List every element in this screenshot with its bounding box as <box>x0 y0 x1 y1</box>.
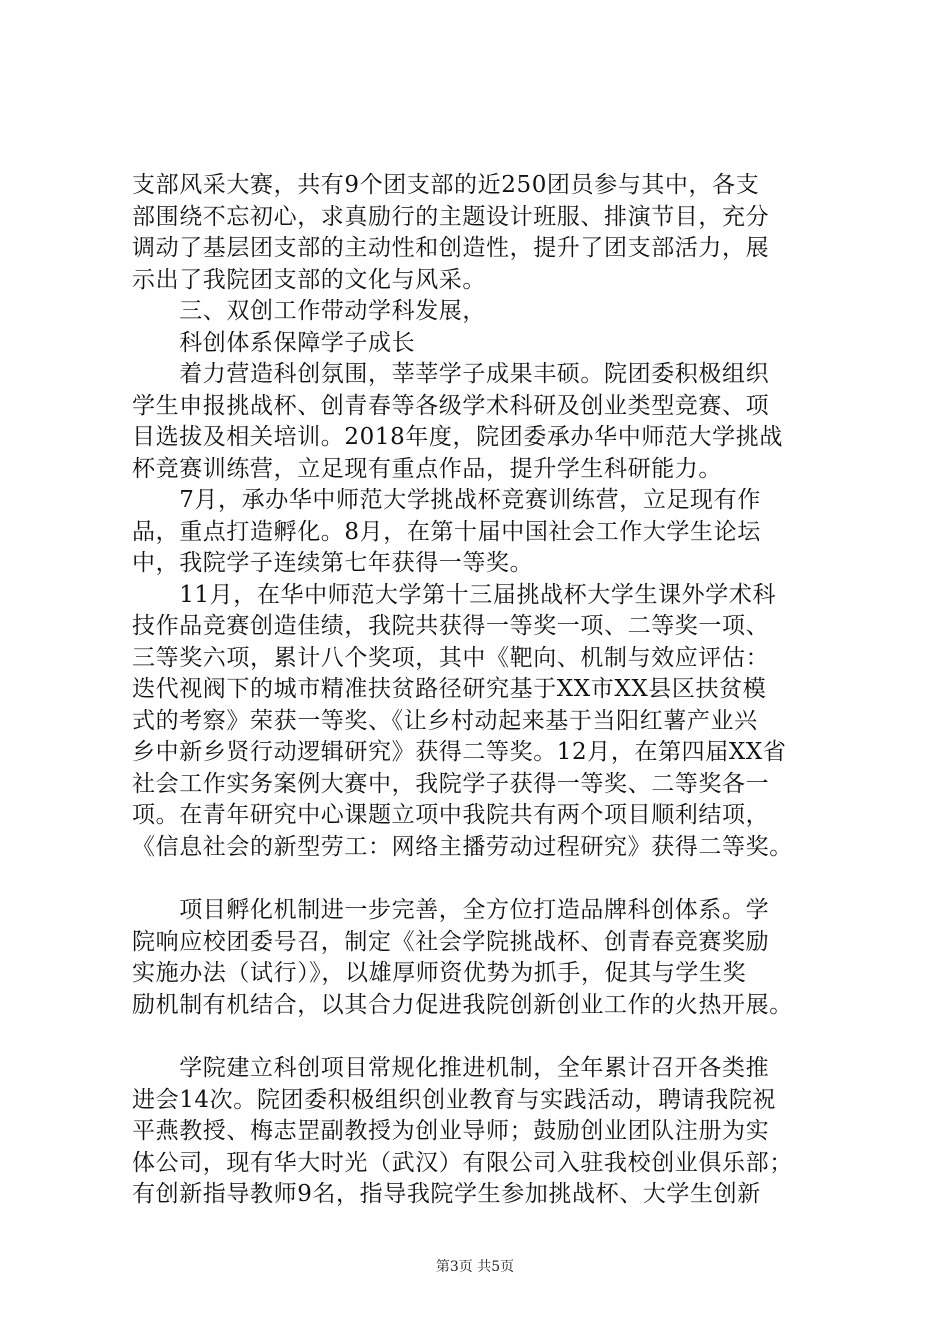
text-line: 实施办法（试行）》，以雄厚师资优势为抓手，促其与学生奖 <box>132 960 747 986</box>
text-line: 支部风采大赛，共有9个团支部的近250团员参与其中，各支 <box>132 172 760 198</box>
text-line: 迭代视阀下的城市精准扶贫路径研究基于XX市XX县区扶贫模 <box>132 676 767 702</box>
text-line: 社会工作实务案例大赛中，我院学子获得一等奖、二等奖各一 <box>132 770 770 797</box>
text-line: 励机制有机结合，以其合力促进我院创新创业工作的火热开展。 <box>132 991 793 1018</box>
text-line: 乡中新乡贤行动逻辑研究》获得二等奖。12月，在第四届XX省 <box>132 739 787 765</box>
text-line: 三等奖六项，累计八个奖项，其中《靶向、机制与效应评估： <box>132 644 770 671</box>
text-line: 7月，承办华中师范大学挑战杯竞赛训练营，立足现有作 <box>132 487 761 513</box>
blank-line <box>132 1021 852 1053</box>
text-line: 学院建立科创项目常规化推进机制，全年累计召开各类推 <box>132 1055 770 1081</box>
page-number: 第3页 共5页 <box>435 1259 515 1275</box>
text-line: 式的考察》荣获一等奖、《让乡村动起来基于当阳红薯产业兴 <box>132 707 758 734</box>
text-line: 部围绕不忘初心，求真励行的主题设计班服、排演节目，充分 <box>132 203 770 230</box>
text-line: 示出了我院团支部的文化与风采。 <box>132 266 486 293</box>
blank-line <box>132 863 852 895</box>
text-line: 杯竞赛训练营，立足现有重点作品，提升学生科研能力。 <box>132 455 722 482</box>
section-heading: 科创体系保障学子成长 <box>132 329 416 356</box>
text-line: 进会14次。院团委积极组织创业教育与实践活动，聘请我院祝 <box>132 1086 777 1113</box>
section-heading: 三、双创工作带动学科发展， <box>132 298 486 324</box>
text-line: 11月，在华中师范大学第十三届挑战杯大学生课外学术科 <box>132 581 777 608</box>
text-line: 目选拔及相关培训。2018年度，院团委承办华中师范大学挑战 <box>132 424 783 450</box>
text-line: 《信息社会的新型劳工：网络主播劳动过程研究》获得二等奖。 <box>132 833 793 860</box>
text-line: 着力营造科创氛围，莘莘学子成果丰硕。院团委积极组织 <box>132 361 770 387</box>
text-line: 平燕教授、梅志罡副教授为创业导师；鼓励创业团队注册为实 <box>132 1118 770 1144</box>
text-line: 项目孵化机制进一步完善，全方位打造品牌科创体系。学 <box>132 897 770 923</box>
text-line: 有创新指导教师9名，指导我院学生参加挑战杯、大学生创新 <box>132 1181 761 1207</box>
text-line: 品，重点打造孵化。8月，在第十届中国社会工作大学生论坛 <box>132 518 761 545</box>
text-line: 项。在青年研究中心课题立项中我院共有两个项目顺利结项， <box>132 802 770 828</box>
page-footer <box>0 1258 950 1276</box>
text-line: 学生申报挑战杯、创青春等各级学术科研及创业类型竞赛、项 <box>132 392 770 419</box>
body-text <box>132 170 852 1211</box>
text-line: 院响应校团委号召，制定《社会学院挑战杯、创青春竞赛奖励 <box>132 928 770 955</box>
text-line: 中，我院学子连续第七年获得一等奖。 <box>132 550 534 576</box>
text-line: 体公司，现有华大时光（武汉）有限公司入驻我校创业俱乐部； <box>132 1149 793 1176</box>
text-line: 技作品竞赛创造佳绩，我院共获得一等奖一项、二等奖一项、 <box>132 613 770 639</box>
text-line: 调动了基层团支部的主动性和创造性，提升了团支部活力，展 <box>132 235 770 261</box>
